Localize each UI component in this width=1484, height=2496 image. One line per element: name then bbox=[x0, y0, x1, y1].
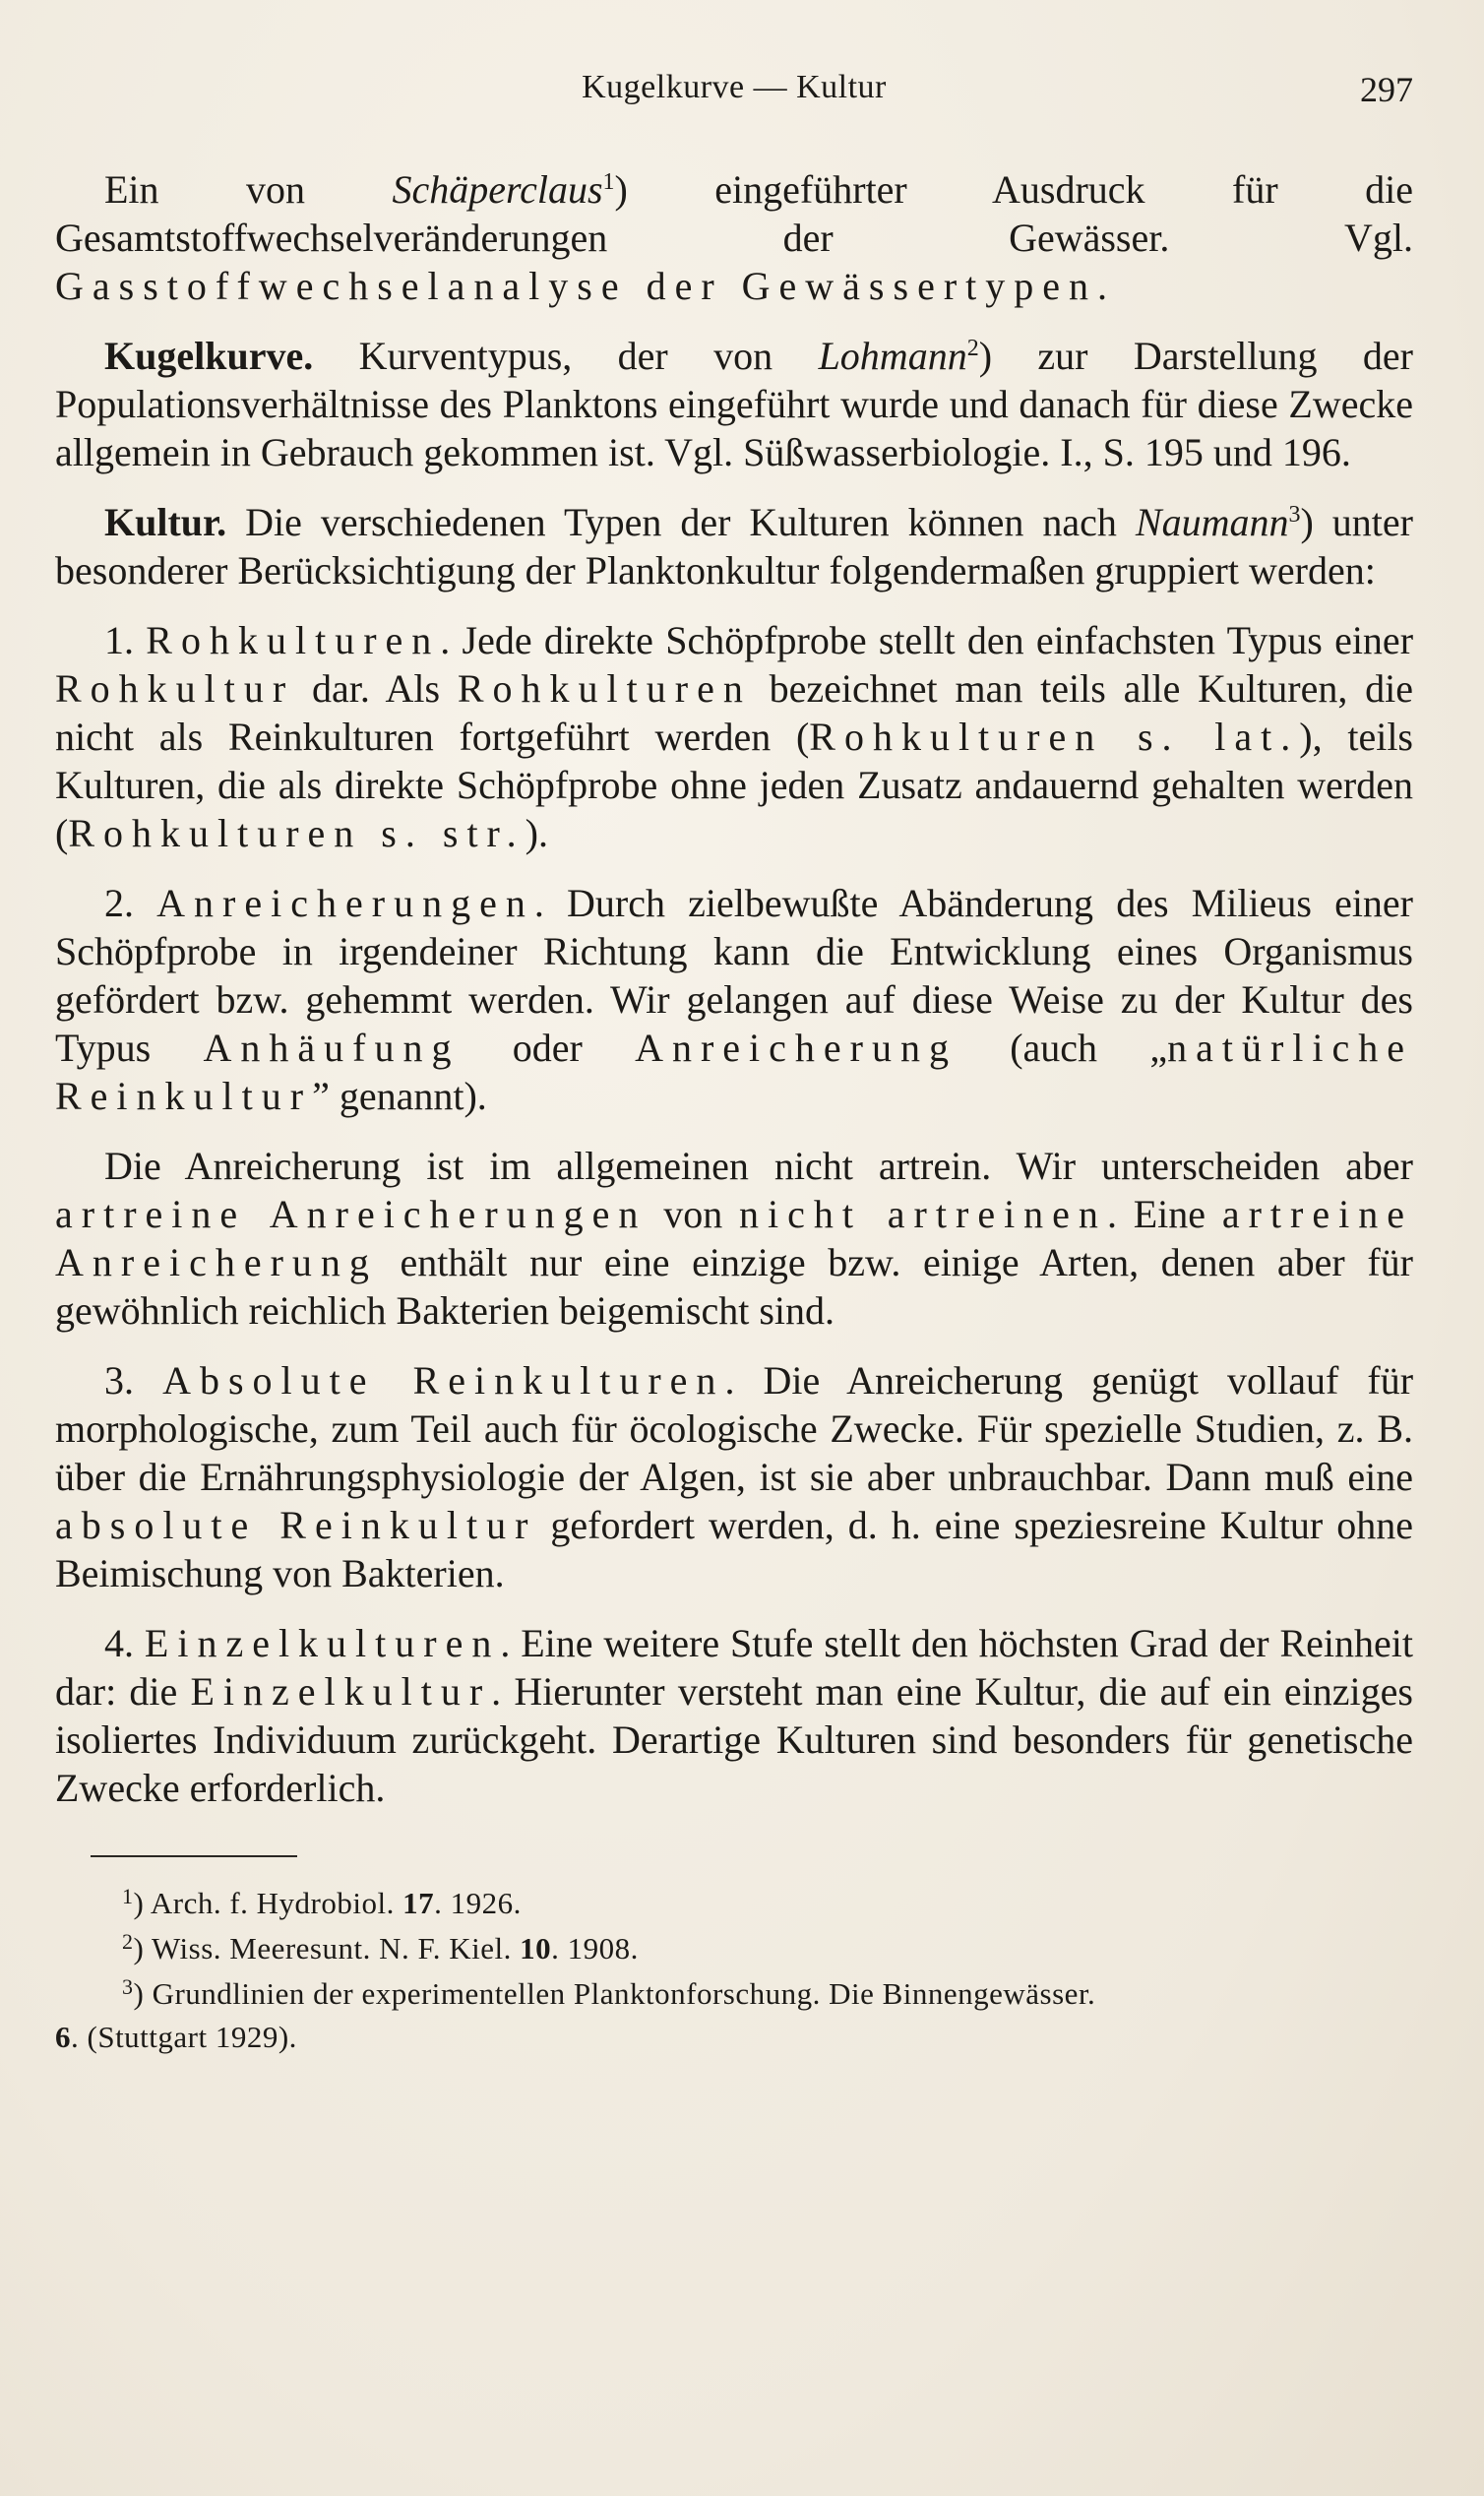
paragraph-anreicherungen bbox=[55, 879, 1413, 1120]
volume-number: 10 bbox=[520, 1931, 552, 1966]
entry-kugelkurve bbox=[55, 332, 1413, 476]
spaced-term: Einzelkultur bbox=[190, 1669, 492, 1714]
list-number: 4. bbox=[104, 1621, 145, 1665]
spaced-term: absolute Reinkultur bbox=[55, 1503, 537, 1547]
entry-headword: Kultur. bbox=[104, 500, 227, 544]
text-span: oder bbox=[460, 1026, 636, 1070]
text-span: dar. Als bbox=[294, 666, 458, 711]
entry-kultur bbox=[55, 498, 1413, 594]
footnote-2 bbox=[55, 1928, 1413, 1969]
footnote-ref: 1 bbox=[602, 169, 615, 195]
text-span: ) eingeführter Ausdruck für die Gesamtstoffwechselveränderungen der Gewässer. Vgl. bbox=[55, 167, 1413, 260]
spaced-term: Einzelkulturen bbox=[144, 1621, 501, 1665]
footnote-3 bbox=[55, 1973, 1413, 2015]
spaced-term: Absolute Reinkulturen bbox=[162, 1358, 725, 1403]
text-span: ). bbox=[525, 811, 548, 855]
text-span: Ein von bbox=[104, 167, 393, 212]
spaced-term: artreine Anreicherungen bbox=[55, 1192, 648, 1236]
text-span: ) Grundlinien der experimentellen Planktonforschung. Die Binnengewässer. bbox=[133, 1976, 1096, 2011]
footnote-number: 1 bbox=[122, 1884, 134, 1908]
spaced-term: Anreicherungen bbox=[156, 881, 534, 925]
paragraph-rohkulturen bbox=[55, 616, 1413, 857]
paragraph-gesamtstoffwechsel bbox=[55, 165, 1413, 310]
footnote-1 bbox=[55, 1883, 1413, 1924]
volume-number: 17 bbox=[402, 1886, 435, 1920]
text-span: ” genannt). bbox=[312, 1074, 487, 1118]
text-span: . Eine bbox=[1106, 1192, 1222, 1236]
text-span: ) Wiss. Meeresunt. N. F. Kiel. bbox=[133, 1931, 521, 1966]
page-content bbox=[55, 69, 1413, 2062]
author-name: Lohmann bbox=[818, 334, 967, 378]
volume-number: 6 bbox=[55, 2020, 71, 2054]
entry-headword: Kugelkurve. bbox=[104, 334, 314, 378]
footnotes bbox=[55, 1883, 1413, 2058]
text-span: (auch „ bbox=[957, 1026, 1168, 1070]
body-text bbox=[55, 165, 1413, 1812]
text-span: . (Stuttgart 1929). bbox=[71, 2020, 297, 2054]
list-number: 3. bbox=[104, 1358, 163, 1403]
text-span: . Durch zielbewußte Abänderung des Milieus einer Schöpfprobe in irgendeiner Richtung kann die Entwicklung eines Organismus gefördert bzw. gehemmt werden. Wir gelangen auf diese Weise zu der Kultur des Typus bbox=[55, 881, 1414, 1070]
spaced-term: Rohkultur bbox=[55, 666, 295, 711]
text-span: . Hierunter versteht man eine Kultur, die auf ein einziges isoliertes Individuum zurückgeht. Derartige Kulturen sind besonders für genetische Zwecke erforderlich. bbox=[55, 1669, 1413, 1810]
spaced-term: natürliche Reinkultur bbox=[55, 1026, 1413, 1118]
paragraph-absolute-reinkulturen bbox=[55, 1356, 1413, 1597]
list-number: 1. bbox=[104, 618, 147, 662]
spaced-term: Rohkulturen s. str. bbox=[68, 811, 526, 855]
text-span: . 1926. bbox=[434, 1886, 522, 1920]
spaced-term: nicht artreinen bbox=[739, 1192, 1107, 1236]
text-span: ), teils Kulturen, die als direkte Schöpfprobe ohne jeden Zusatz andauernd gehalten werden ( bbox=[55, 715, 1414, 855]
running-head bbox=[55, 69, 1413, 128]
running-title: Kugelkurve — Kultur bbox=[582, 69, 887, 105]
text-span: Die Anreicherung ist im allgemeinen nicht artrein. Wir unterscheiden aber bbox=[104, 1144, 1413, 1188]
author-name: Schäperclaus bbox=[392, 167, 603, 212]
spaced-term: Rohkulturen bbox=[146, 618, 441, 662]
paragraph-einzelkulturen bbox=[55, 1619, 1413, 1812]
text-span: von bbox=[647, 1192, 740, 1236]
text-span: Die verschiedenen Typen der Kulturen können nach bbox=[226, 500, 1136, 544]
list-number: 2. bbox=[104, 881, 157, 925]
footnote-ref: 2 bbox=[966, 336, 979, 361]
text-span: bezeichnet man teils alle Kulturen, die nicht als Reinkulturen fortgeführt werden ( bbox=[55, 666, 1413, 759]
text-span: gefordert werden, d. h. eine speziesreine Kultur ohne Beimischung von Bakterien. bbox=[55, 1503, 1413, 1595]
footnote-number: 2 bbox=[122, 1929, 134, 1954]
paragraph-artrein bbox=[55, 1142, 1413, 1335]
spaced-term: Anreicherung bbox=[635, 1026, 958, 1070]
text-span: . Jede direkte Schöpfprobe stellt den einfachsten Typus einer bbox=[440, 618, 1414, 662]
footnote-ref: 3 bbox=[1288, 502, 1301, 528]
text-span: ) unter besonderer Berücksichtigung der Planktonkultur folgendermaßen gruppiert werden: bbox=[55, 500, 1413, 593]
text-span: . Eine weitere Stufe stellt den höchsten Grad der Reinheit dar: die bbox=[55, 1621, 1413, 1714]
spaced-term: Anhäufung bbox=[203, 1026, 461, 1070]
page-number: 297 bbox=[1360, 70, 1413, 109]
spaced-term: Rohkulturen bbox=[457, 666, 752, 711]
text-span: enthält nur eine einzige bzw. einige Arten, denen aber für gewöhnlich reichlich Bakterien beigemischt sind. bbox=[55, 1240, 1413, 1333]
footnote-divider bbox=[91, 1855, 297, 1857]
spaced-term: Gasstoffwechselanalyse der Gewässertypen bbox=[55, 264, 1098, 308]
footnote-number: 3 bbox=[122, 1974, 134, 1999]
spaced-term: artreine Anreicherung bbox=[55, 1192, 1413, 1284]
text-span: ) Arch. f. Hydrobiol. bbox=[133, 1886, 403, 1920]
author-name: Naumann bbox=[1135, 500, 1289, 544]
text-span: . Die Anreicherung genügt vollauf für morphologische, zum Teil auch für öcologische Zwecke. Für spezielle Studien, z. B. über die Ernährungsphysiologie der Algen, ist sie aber unbrauchbar. Dann muß eine bbox=[55, 1358, 1414, 1499]
spaced-term: Rohkulturen s. lat. bbox=[809, 715, 1300, 759]
text-span: ) zur Darstellung der Populationsverhältnisse des Planktons eingeführt wurde und danach für diese Zwecke allgemein in Gebrauch gekommen ist. Vgl. Süßwasserbiologie. I., S. 195 und 196. bbox=[55, 334, 1413, 474]
text-span: Kurventypus, der von bbox=[313, 334, 819, 378]
text-span: . 1908. bbox=[551, 1931, 639, 1966]
text-span: . bbox=[1097, 264, 1108, 308]
footnote-3-continuation bbox=[55, 2017, 1413, 2058]
